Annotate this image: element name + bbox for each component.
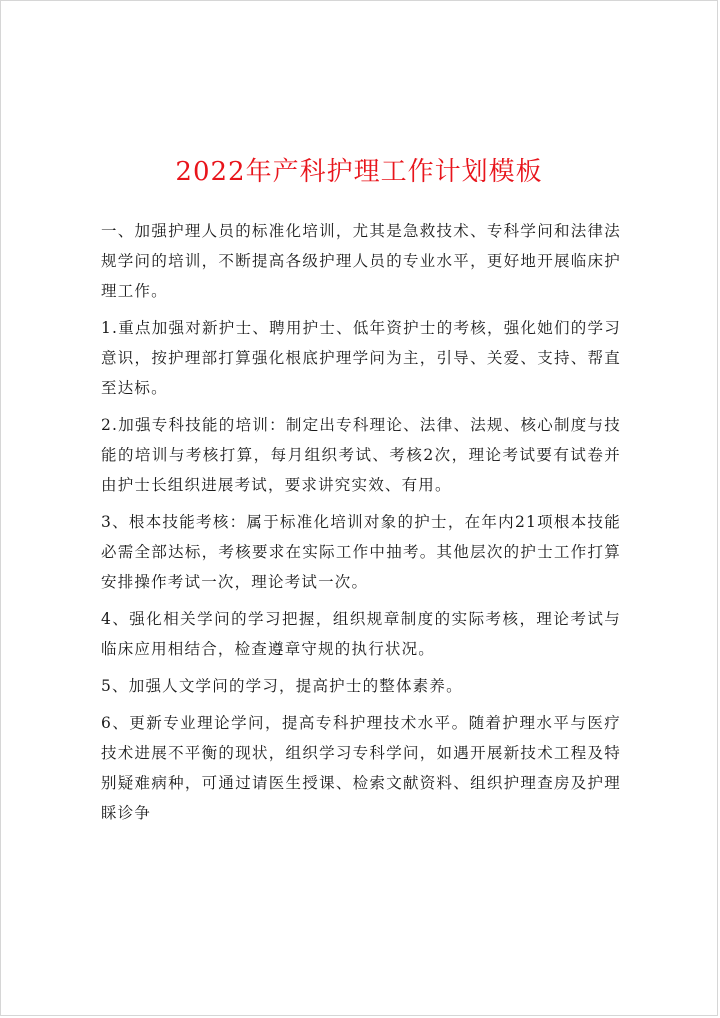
paragraph-3: 2.加强专科技能的培训：制定出专科理论、法律、法规、核心制度与技能的培训与考核打算，每月组织考试、考核2次，理论考试要有试卷并由护士长组织进展考试，要求讲究实效、有用。: [101, 416, 621, 494]
paragraph-2: 1.重点加强对新护士、聘用护士、低年资护士的考核，强化她们的学习意识，按护理部打算强化根底护理学问为主，引导、关爱、支持、帮直至达标。: [101, 319, 621, 397]
paragraph-4: 3、根本技能考核：属于标准化培训对象的护士，在年内21项根本技能必需全部达标，考核要求在实际工作中抽考。其他层次的护士工作打算安排操作考试一次，理论考试一次。: [101, 513, 621, 591]
document-title: 2022年产科护理工作计划模板: [175, 157, 543, 187]
paragraph-7: 6、更新专业理论学问，提高专科护理技术水平。随着护理水平与医疗技术进展不平衡的现状，组织学习专科学问，如遇开展新技术工程及特别疑难病种，可通过请医生授课、检索文献资料、组织护理查房及护理睬诊争: [101, 714, 621, 822]
document-body: [101, 216, 621, 835]
paragraph-1: 一、加强护理人员的标准化培训，尤其是急救技术、专科学问和法律法规学问的培训，不断提高各级护理人员的专业水平，更好地开展临床护理工作。: [101, 222, 621, 300]
paragraph-5: 4、强化相关学问的学习把握，组织规章制度的实际考核，理论考试与临床应用相结合，检查遵章守规的执行状况。: [101, 610, 621, 658]
paragraph-6: 5、加强人文学问的学习，提高护士的整体素养。: [101, 677, 463, 695]
